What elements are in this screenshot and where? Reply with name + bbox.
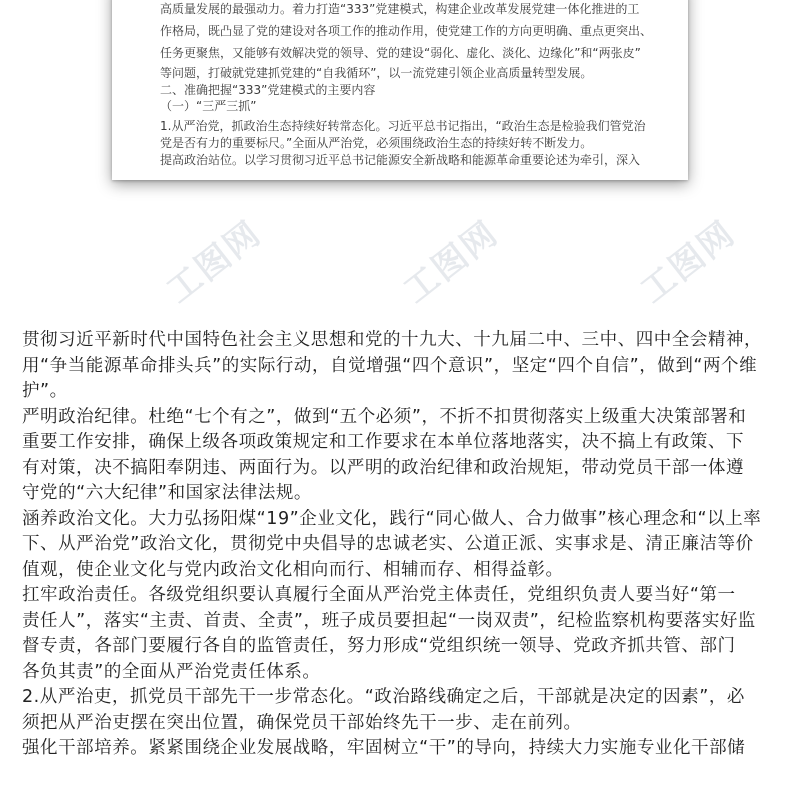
- body-text-line: 严明政治纪律。杜绝“七个有之”，做到“五个必须”，不折不扣贯彻落实上级重大决策部署和: [22, 406, 747, 427]
- body-text-line: 各负其责”的全面从严治党责任体系。: [22, 661, 321, 682]
- body-text-line: 扛牢政治责任。各级党组织要认真履行全面从严治党主体责任，党组织负责人要当好“第一: [22, 585, 736, 605]
- body-text-line: 贯彻习近平新时代中国特色社会主义思想和党的十九大、十九届二中、三中、四中全会精神，: [22, 330, 763, 350]
- body-text-line: 责任人”，落实“主责、首责、全责”，班子成员要担起“一岗双责”，纪检监察机构要落实好监: [22, 610, 756, 631]
- embedded-document-card: [112, 0, 688, 180]
- body-text-line: 有对策，决不搞阳奉阴违、两面行为。以严明的政治纪律和政治规矩，带动党员干部一体遵: [22, 457, 744, 478]
- card-text-line: 1.从严治党，抓政治生态持续好转常态化。习近平总书记指出，“政治生态是检验我们管党治: [160, 119, 646, 133]
- card-text-line: 等问题，打破就党建抓党建的“自我循环”，以一流党建引领企业高质量转型发展。: [160, 66, 593, 80]
- body-text-line: 用“争当能源革命排头兵”的实际行动，自觉增强“四个意识”，坚定“四个自信”，做到“两个维: [22, 355, 758, 376]
- watermark-strip: [0, 180, 800, 325]
- body-text-line: 护”。: [22, 381, 68, 401]
- body-text-line: 守党的“六大纪律”和国家法律法规。: [22, 483, 312, 503]
- body-text-line: 值观，使企业文化与党内政治文化相向而行、相辅而存、相得益彰。: [22, 559, 564, 580]
- watermark-logo: 工图网: [159, 213, 270, 312]
- card-text-line: 作格局，既凸显了党的建设对各项工作的推动作用，使党建工作的方向更明确、重点更突出、: [160, 24, 653, 38]
- card-text-line: 提高政治站位。以学习贯彻习近平总书记能源安全新战略和能源革命重要论述为牵引，深入: [160, 153, 641, 167]
- body-text-line: 重要工作安排，确保上级各项政策规定和工作要求在本单位落地落实，决不搞上有政策、下: [22, 432, 744, 452]
- body-text-line: 强化干部培养。紧紧围绕企业发展战略，牢固树立“干”的导向，持续大力实施专业化干部储: [22, 738, 746, 758]
- card-text-line: （一）“三严三抓”: [160, 99, 257, 113]
- body-text-line: 2.从严治吏，抓党员干部先干一步常态化。“政治路线确定之后，干部就是决定的因素”，必: [22, 687, 745, 707]
- card-text-line: 二、准确把握“333”党建模式的主要内容: [160, 83, 376, 97]
- card-text-line: 任务更聚焦，又能够有效解决党的领导、党的建设“弱化、虚化、淡化、边缘化”和“两张皮”: [160, 46, 641, 60]
- watermark-logo: 工图网: [396, 213, 507, 312]
- body-text-line: 须把从严治吏摆在突出位置，确保党员干部始终先干一步、走在前列。: [22, 712, 582, 733]
- body-text-line: 督专责，各部门要履行各自的监管责任，努力形成“党组织统一领导、党政齐抓共管、部门: [22, 636, 736, 656]
- watermark-logo: 工图网: [633, 213, 744, 312]
- body-text: [22, 328, 782, 762]
- card-text-line: 高质量发展的最强动力。着力打造“333”党建模式，构建企业改革发展党建一体化推进的工: [160, 2, 640, 16]
- body-text-line: 涵养政治文化。大力弘扬阳煤“19”企业文化，践行“同心做人、合力做事”核心理念和“以上率: [22, 508, 762, 529]
- body-text-line: 下、从严治党”政治文化，贯彻党中央倡导的忠诚老实、公道正派、实事求是、清正廉洁等价: [22, 534, 754, 554]
- card-text-line: 党是否有力的重要标尺。”全面从严治党，必须围绕政治生态的持续好转不断发力。: [160, 136, 593, 150]
